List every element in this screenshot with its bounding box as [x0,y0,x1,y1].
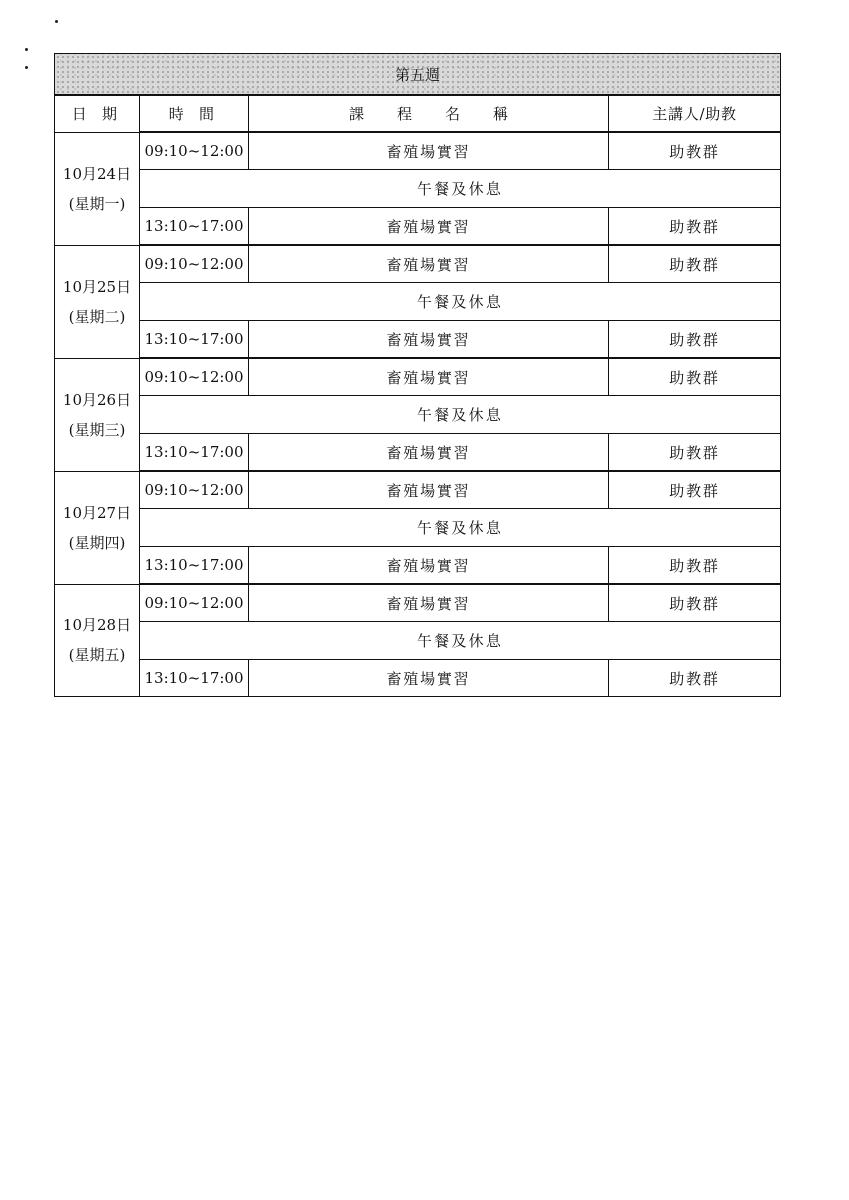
time-cell: 09:10~12:00 [140,358,249,396]
afternoon-slot-row [55,547,781,585]
lunch-cell: 午餐及休息 [140,283,781,321]
course-cell: 畜殖場實習 [249,660,609,697]
course-cell: 畜殖場實習 [249,208,609,246]
weekday-label: (星期五) [68,646,126,665]
afternoon-slot-row [55,660,781,697]
time-cell: 13:10~17:00 [140,547,249,585]
course-cell: 畜殖場實習 [249,132,609,170]
header-course: 課程名稱 [249,95,609,132]
morning-slot-row [55,584,781,622]
lunch-row [55,509,781,547]
course-cell: 畜殖場實習 [249,584,609,622]
time-cell: 13:10~17:00 [140,660,249,697]
week-schedule-table [54,53,781,697]
course-cell: 畜殖場實習 [249,471,609,509]
date-cell [55,584,140,697]
course-cell: 畜殖場實習 [249,358,609,396]
scan-speck [25,66,28,69]
date-cell [55,132,140,245]
time-cell: 09:10~12:00 [140,471,249,509]
lecturer-cell: 助教群 [609,547,781,585]
weekday-label: (星期四) [68,533,126,552]
weekday-label: (星期三) [68,420,126,439]
course-cell: 畜殖場實習 [249,547,609,585]
time-cell: 13:10~17:00 [140,321,249,359]
date-cell [55,245,140,358]
time-cell: 09:10~12:00 [140,584,249,622]
scan-speck [25,48,28,51]
header-date: 日 期 [55,95,140,132]
afternoon-slot-row [55,434,781,472]
week-title-row [55,54,781,96]
date-label: 10月25日 [62,277,132,296]
morning-slot-row [55,471,781,509]
scan-speck [55,20,58,23]
weekday-label: (星期一) [68,194,126,213]
week-title: 第五週 [55,54,781,96]
weekday-label: (星期二) [68,307,126,326]
lunch-row [55,170,781,208]
time-cell: 13:10~17:00 [140,434,249,472]
course-cell: 畜殖場實習 [249,321,609,359]
column-header-row [55,95,781,132]
morning-slot-row [55,358,781,396]
afternoon-slot-row [55,208,781,246]
lecturer-cell: 助教群 [609,208,781,246]
time-cell: 09:10~12:00 [140,245,249,283]
lecturer-cell: 助教群 [609,321,781,359]
lunch-cell: 午餐及休息 [140,509,781,547]
lecturer-cell: 助教群 [609,245,781,283]
date-cell [55,471,140,584]
date-label: 10月26日 [62,390,132,409]
date-label: 10月28日 [62,616,132,635]
morning-slot-row [55,245,781,283]
course-cell: 畜殖場實習 [249,434,609,472]
lecturer-cell: 助教群 [609,358,781,396]
lecturer-cell: 助教群 [609,584,781,622]
schedule-body [55,132,781,697]
time-cell: 13:10~17:00 [140,208,249,246]
afternoon-slot-row [55,321,781,359]
lunch-cell: 午餐及休息 [140,622,781,660]
lunch-row [55,622,781,660]
header-lecturer: 主講人/助教 [609,95,781,132]
course-cell: 畜殖場實習 [249,245,609,283]
date-label: 10月24日 [62,164,132,183]
lecturer-cell: 助教群 [609,132,781,170]
lecturer-cell: 助教群 [609,434,781,472]
lecturer-cell: 助教群 [609,660,781,697]
lecturer-cell: 助教群 [609,471,781,509]
lunch-row [55,396,781,434]
date-label: 10月27日 [62,503,132,522]
header-time: 時 間 [140,95,249,132]
lunch-cell: 午餐及休息 [140,396,781,434]
date-cell [55,358,140,471]
time-cell: 09:10~12:00 [140,132,249,170]
lunch-cell: 午餐及休息 [140,170,781,208]
morning-slot-row [55,132,781,170]
lunch-row [55,283,781,321]
